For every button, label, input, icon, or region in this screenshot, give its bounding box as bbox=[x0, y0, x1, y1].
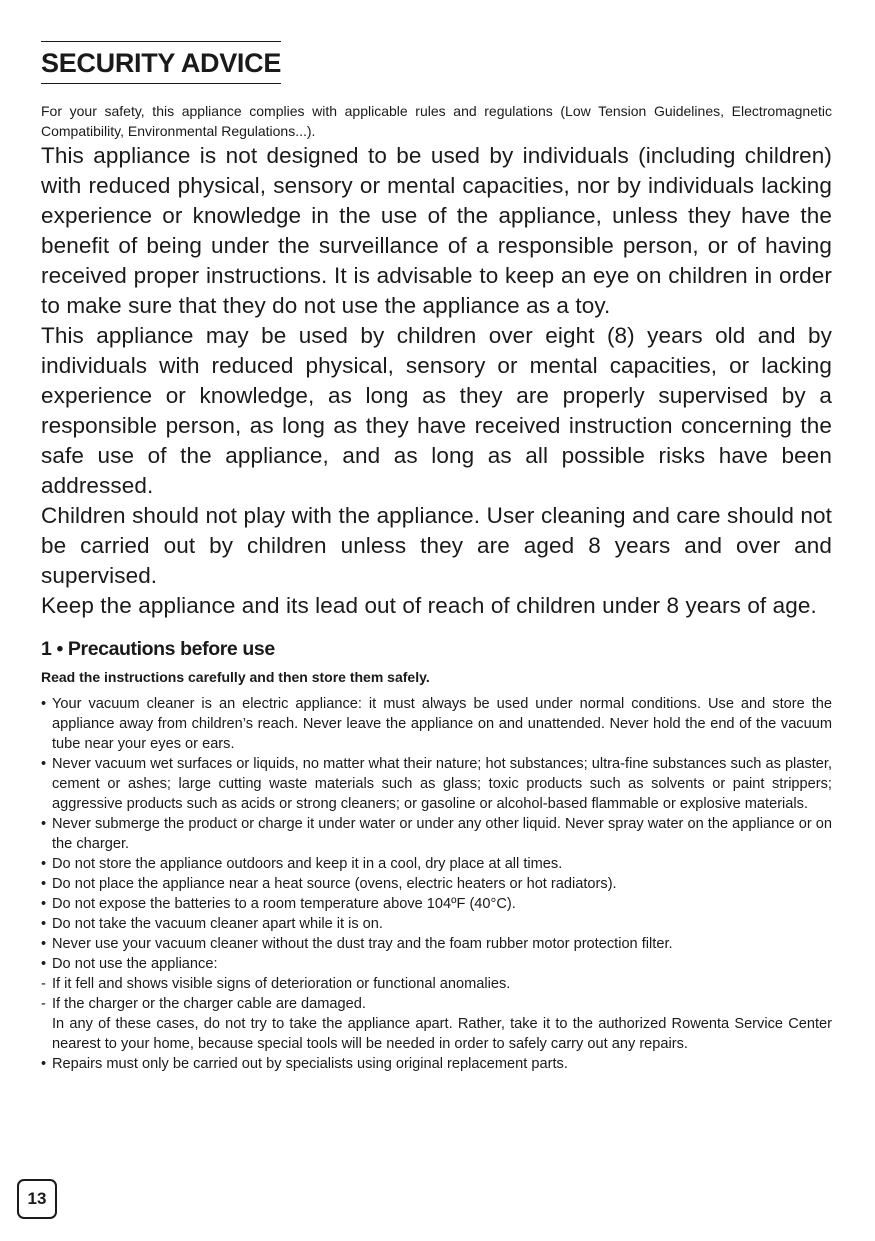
list-item bbox=[41, 954, 832, 974]
bullet-mark: • bbox=[41, 896, 47, 912]
list-item-text: Do not expose the batteries to a room temperature above 104ºF (40°C). bbox=[52, 896, 516, 912]
page-content bbox=[41, 41, 832, 1074]
page-number: 13 bbox=[17, 1179, 57, 1219]
bullet-mark: • bbox=[41, 696, 47, 712]
list-item-text: Do not use the appliance: bbox=[52, 956, 218, 972]
paragraph-supervision: This appliance is not designed to be used by individuals (including children) with reduced physical, sensory or mental capacities, nor by individuals lacking experience or knowledge in the use of the appliance, unless they have the benefit of being under the surveillance of a responsible person, or of having received proper instructions. It is advisable to keep an eye on children in order to make sure that they do not use the appliance as a toy. bbox=[41, 143, 832, 318]
list-item-text: Do not place the appliance near a heat source (ovens, electric heaters or hot radiators). bbox=[52, 876, 617, 892]
bullet-mark: • bbox=[41, 916, 47, 932]
list-item-text: Repairs must only be carried out by specialists using original replacement parts. bbox=[52, 1056, 568, 1072]
bullet-mark: • bbox=[41, 876, 47, 892]
compliance-note: For your safety, this appliance complies with applicable rules and regulations (Low Tension Guidelines, Electromagnetic Compatibility, Environmental Regulations...). bbox=[41, 103, 832, 139]
list-item-text: In any of these cases, do not try to take the appliance apart. Rather, take it to the authorized Rowenta Service Center nearest to your home, because special tools will be needed in order to safely carry out any repairs. bbox=[52, 1016, 832, 1052]
list-item-text: Never submerge the product or charge it under water or under any other liquid. Never spray water on the appliance or on the charger. bbox=[52, 816, 832, 852]
title-block bbox=[41, 41, 281, 84]
list-item bbox=[41, 1054, 832, 1074]
bullet-mark: • bbox=[41, 856, 47, 872]
section-subheading: Read the instructions carefully and then store them safely. bbox=[41, 669, 430, 685]
bullet-mark: • bbox=[41, 816, 47, 832]
list-item bbox=[41, 1014, 832, 1054]
list-item-text: Your vacuum cleaner is an electric appliance: it must always be used under normal conditions. Use and store the appliance away from children’s reach. Never leave the appliance on and unattended. Never hold the end of the vacuum tube near your eyes or ears. bbox=[52, 696, 832, 752]
paragraph-children-play: Children should not play with the appliance. User cleaning and care should not be carried out by children unless they are aged 8 years and over and supervised. bbox=[41, 503, 832, 588]
list-item bbox=[41, 974, 832, 994]
list-item bbox=[41, 934, 832, 954]
bullet-mark: • bbox=[41, 1056, 47, 1072]
precautions-list bbox=[41, 694, 832, 1074]
list-item-text: Never use your vacuum cleaner without the dust tray and the foam rubber motor protection filter. bbox=[52, 936, 673, 952]
list-item-text: Do not store the appliance outdoors and keep it in a cool, dry place at all times. bbox=[52, 856, 563, 872]
page-title: SECURITY ADVICE bbox=[41, 48, 282, 78]
paragraph-children-over-eight: This appliance may be used by children over eight (8) years old and by individuals with reduced physical, sensory or mental capacities, or lacking experience or knowledge, as long as they are properly supervised by a responsible person, as long as they have received instruction concerning the safe use of the appliance, and as long as all possible risks have been addressed. bbox=[41, 323, 832, 498]
bullet-mark: • bbox=[41, 956, 47, 972]
list-item bbox=[41, 874, 832, 894]
bullet-mark: • bbox=[41, 756, 47, 772]
list-item-text: If it fell and shows visible signs of deterioration or functional anomalies. bbox=[52, 976, 511, 992]
list-item-text: Do not take the vacuum cleaner apart while it is on. bbox=[52, 916, 383, 932]
list-item bbox=[41, 994, 832, 1014]
list-item-text: If the charger or the charger cable are damaged. bbox=[52, 996, 366, 1012]
dash-mark: - bbox=[41, 996, 46, 1012]
paragraph-keep-out-of-reach: Keep the appliance and its lead out of reach of children under 8 years of age. bbox=[41, 593, 817, 618]
list-item bbox=[41, 854, 832, 874]
list-item bbox=[41, 894, 832, 914]
list-item bbox=[41, 814, 832, 854]
list-item bbox=[41, 914, 832, 934]
list-item bbox=[41, 754, 832, 814]
bullet-mark: • bbox=[41, 936, 47, 952]
list-item-text: Never vacuum wet surfaces or liquids, no matter what their nature; hot substances; ultra-fine substances such as plaster, cement or ashes; large cutting waste materials such as glass; toxic products such as solvents or paint strippers; aggressive products such as acids or strong cleaners; or gasoline or alcohol-based flammable or explosive materials. bbox=[52, 756, 832, 812]
list-item bbox=[41, 694, 832, 754]
dash-mark: - bbox=[41, 976, 46, 992]
section-heading: 1 • Precautions before use bbox=[41, 638, 275, 660]
